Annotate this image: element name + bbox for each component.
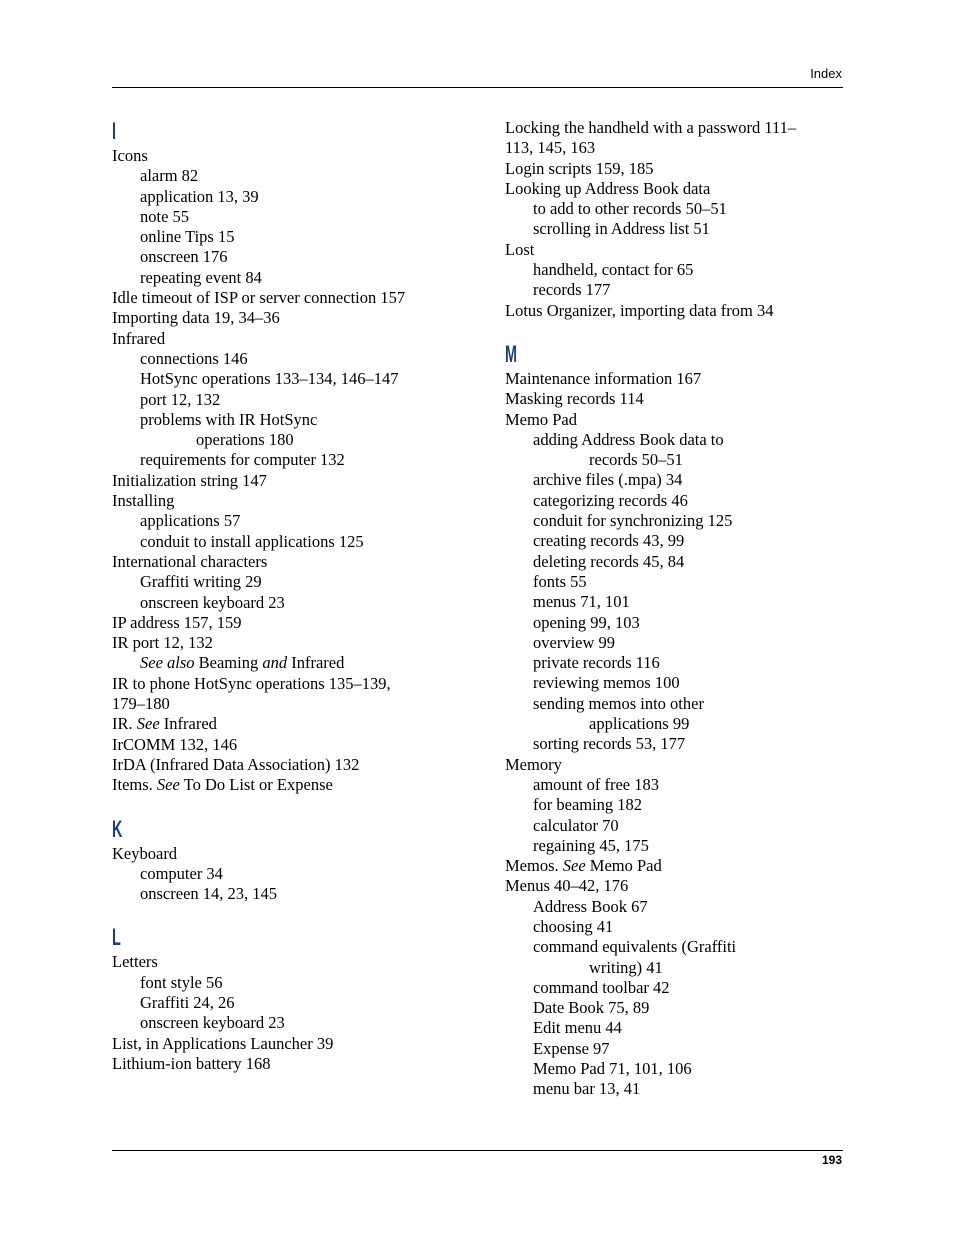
entry-text: Initialization string 147: [112, 470, 267, 490]
section-letter-heading: K: [112, 815, 123, 843]
index-subentry: [505, 552, 850, 572]
entry-text: Installing: [112, 491, 175, 511]
index-entry: [112, 755, 457, 775]
index-entry: [112, 952, 457, 972]
entry-text: archive files (.mpa) 34: [533, 470, 683, 490]
entry-text: Lithium-ion battery 168: [112, 1053, 271, 1073]
entry-text: adding Address Book data to: [533, 429, 724, 449]
index-entry: [112, 633, 457, 653]
index-subentry: [112, 166, 457, 186]
entry-text: sending memos into other: [533, 693, 704, 713]
index-entry: [112, 735, 457, 755]
index-subentry: [112, 430, 457, 450]
index-subentry: [505, 958, 850, 978]
index-subentry: [112, 973, 457, 993]
entry-text: HotSync operations 133–134, 146–147: [140, 369, 399, 389]
index-subentry: [505, 998, 850, 1018]
entry-text: onscreen keyboard 23: [140, 592, 285, 612]
entry-text: amount of free 183: [533, 774, 659, 794]
index-column-left: [112, 118, 457, 1094]
entry-text: records 50–51: [589, 450, 683, 470]
index-subentry: [112, 410, 457, 430]
entry-text: IR port 12, 132: [112, 633, 213, 653]
index-subentry: [505, 491, 850, 511]
entry-text: writing) 41: [589, 957, 663, 977]
header-rule: [112, 87, 843, 88]
index-entry: [112, 844, 457, 864]
entry-text: Address Book 67: [533, 896, 648, 916]
entry-text: 179–180: [112, 694, 170, 714]
index-subentry: [112, 369, 457, 389]
index-entry: [505, 138, 850, 158]
index-subentry: [112, 390, 457, 410]
entry-text: Infrared: [159, 714, 217, 734]
entry-text: fonts 55: [533, 571, 587, 591]
entry-text: Date Book 75, 89: [533, 998, 650, 1018]
index-subentry: [112, 511, 457, 531]
entry-text: Menus 40–42, 176: [505, 876, 629, 896]
entry-text: online Tips 15: [140, 227, 235, 247]
entry-text: IrCOMM 132, 146: [112, 734, 238, 754]
index-subentry: [505, 816, 850, 836]
entry-text: Memo Pad 71, 101, 106: [533, 1059, 692, 1079]
cross-reference-term: See: [136, 714, 160, 734]
index-subentry: [505, 531, 850, 551]
index-subentry: [112, 187, 457, 207]
entry-text: IR to phone HotSync operations 135–139,: [112, 673, 391, 693]
cross-reference-term: See: [562, 856, 586, 876]
entry-text: categorizing records 46: [533, 490, 688, 510]
entry-text: conduit to install applications 125: [140, 531, 364, 551]
entry-text: Memo Pad: [505, 409, 577, 429]
index-subentry: [505, 734, 850, 754]
index-entry: [112, 308, 457, 328]
index-subentry: [112, 227, 457, 247]
index-subentry: [505, 714, 850, 734]
index-subentry: [505, 430, 850, 450]
index-subentry: [112, 268, 457, 288]
entry-text: Edit menu 44: [533, 1018, 622, 1038]
entry-text: problems with IR HotSync: [140, 409, 318, 429]
index-entry: [505, 301, 850, 321]
entry-text: Icons: [112, 146, 148, 165]
entry-text: regaining 45, 175: [533, 835, 649, 855]
index-entry: [112, 694, 457, 714]
entry-text: Lotus Organizer, importing data from 34: [505, 300, 774, 320]
page-number: 193: [821, 1153, 842, 1167]
cross-reference-term: See: [156, 775, 180, 795]
entry-text: command equivalents (Graffiti: [533, 937, 737, 957]
entry-text: Beaming: [194, 653, 263, 673]
entry-text: Idle timeout of ISP or server connection 157: [112, 288, 406, 308]
index-entry: [505, 755, 850, 775]
entry-text: reviewing memos 100: [533, 673, 680, 693]
index-section: [112, 816, 457, 905]
index-section: [112, 924, 457, 1074]
index-entry: [112, 288, 457, 308]
index-subentry: [505, 1059, 850, 1079]
index-subentry: [112, 864, 457, 884]
entry-text: 113, 145, 163: [505, 138, 596, 158]
index-subentry: [505, 633, 850, 653]
index-entry: [112, 674, 457, 694]
cross-reference-term: and: [262, 653, 288, 673]
entry-text: scrolling in Address list 51: [533, 219, 710, 239]
index-section: [112, 118, 457, 796]
entry-text: Masking records 114: [505, 389, 644, 409]
index-subentry: [505, 1018, 850, 1038]
entry-text: Memory: [505, 754, 562, 774]
entry-text: Keyboard: [112, 843, 178, 863]
entry-text: onscreen 176: [140, 247, 228, 267]
entry-text: Lost: [505, 239, 535, 259]
entry-text: overview 99: [533, 632, 616, 652]
entry-text: to add to other records 50–51: [533, 199, 727, 219]
entry-text: alarm 82: [140, 166, 199, 186]
index-entry: [505, 389, 850, 409]
index-subentry: [112, 247, 457, 267]
entry-text: To Do List or Expense: [179, 775, 333, 795]
index-entry: [112, 714, 457, 734]
entry-text: conduit for synchronizing 125: [533, 511, 733, 531]
index-subentry: [505, 775, 850, 795]
index-section: [505, 341, 850, 1100]
index-subentry: [505, 511, 850, 531]
entry-text: records 177: [533, 280, 611, 300]
entry-text: connections 146: [140, 348, 248, 368]
entry-text: Looking up Address Book data: [505, 178, 711, 198]
index-subentry: [112, 993, 457, 1013]
entry-text: handheld, contact for 65: [533, 260, 694, 280]
entry-text: menus 71, 101: [533, 592, 630, 612]
index-subentry: [505, 917, 850, 937]
index-entry: [112, 1034, 457, 1054]
entry-text: Maintenance information 167: [505, 368, 702, 388]
cross-reference-term: See also: [140, 653, 195, 673]
index-entry: [505, 876, 850, 896]
entry-text: Items.: [112, 775, 157, 795]
index-subentry: [112, 207, 457, 227]
entry-text: port 12, 132: [140, 389, 221, 409]
index-subentry: [112, 532, 457, 552]
entry-text: Locking the handheld with a password 111–: [505, 118, 797, 137]
entry-text: repeating event 84: [140, 267, 262, 287]
index-subentry: [505, 1039, 850, 1059]
section-letter-heading: L: [112, 924, 121, 952]
index-subentry: [505, 694, 850, 714]
index-section: [505, 118, 850, 321]
index-entry: [112, 146, 457, 166]
index-subentry: [505, 897, 850, 917]
entry-text: command toolbar 42: [533, 977, 670, 997]
index-subentry: [505, 978, 850, 998]
entry-text: choosing 41: [533, 916, 614, 936]
index-subentry: [505, 280, 850, 300]
entry-text: Graffiti writing 29: [140, 572, 262, 592]
index-subentry: [505, 836, 850, 856]
index-entry: [505, 118, 850, 138]
index-entry: [505, 410, 850, 430]
entry-text: onscreen 14, 23, 145: [140, 884, 278, 904]
entry-text: Login scripts 159, 185: [505, 158, 654, 178]
index-subentry: [112, 653, 457, 673]
entry-text: calculator 70: [533, 815, 619, 835]
entry-text: Memo Pad: [585, 856, 662, 876]
section-letter-heading: I: [112, 118, 117, 145]
entry-text: for beaming 182: [533, 795, 643, 815]
index-column-right: [505, 118, 850, 1120]
index-subentry: [505, 673, 850, 693]
index-entry: [112, 1054, 457, 1074]
index-entry: [112, 491, 457, 511]
index-subentry: [505, 613, 850, 633]
entry-text: IP address 157, 159: [112, 612, 242, 632]
index-subentry: [505, 450, 850, 470]
index-entry: [505, 159, 850, 179]
entry-text: Infrared: [112, 328, 166, 348]
index-entry: [112, 471, 457, 491]
index-subentry: [112, 1013, 457, 1033]
entry-text: font style 56: [140, 972, 223, 992]
entry-text: applications 57: [140, 511, 241, 531]
entry-text: List, in Applications Launcher 39: [112, 1033, 334, 1053]
entry-text: deleting records 45, 84: [533, 551, 685, 571]
entry-text: sorting records 53, 177: [533, 734, 686, 754]
index-subentry: [112, 450, 457, 470]
entry-text: IrDA (Infrared Data Association) 132: [112, 754, 360, 774]
entry-text: Importing data 19, 34–36: [112, 308, 280, 328]
index-subentry: [505, 572, 850, 592]
entry-text: Memos.: [505, 856, 563, 876]
index-subentry: [505, 795, 850, 815]
entry-text: Infrared: [287, 653, 345, 673]
index-subentry: [505, 653, 850, 673]
index-entry: [112, 329, 457, 349]
entry-text: onscreen keyboard 23: [140, 1013, 285, 1033]
entry-text: Expense 97: [533, 1038, 610, 1058]
index-subentry: [505, 219, 850, 239]
index-subentry: [505, 1079, 850, 1099]
index-subentry: [112, 884, 457, 904]
entry-text: opening 99, 103: [533, 612, 640, 632]
entry-text: creating records 43, 99: [533, 531, 685, 551]
entry-text: requirements for computer 132: [140, 450, 345, 470]
entry-text: International characters: [112, 551, 268, 571]
index-entry: [505, 856, 850, 876]
index-subentry: [505, 937, 850, 957]
index-entry: [112, 613, 457, 633]
entry-text: Letters: [112, 952, 158, 972]
index-subentry: [112, 349, 457, 369]
index-subentry: [505, 592, 850, 612]
entry-text: application 13, 39: [140, 186, 259, 206]
index-subentry: [505, 199, 850, 219]
index-subentry: [505, 470, 850, 490]
index-subentry: [112, 572, 457, 592]
entry-text: operations 180: [196, 430, 294, 450]
entry-text: IR.: [112, 714, 137, 734]
index-subentry: [505, 260, 850, 280]
index-entry: [505, 240, 850, 260]
index-subentry: [112, 593, 457, 613]
entry-text: private records 116: [533, 653, 660, 673]
index-entry: [112, 552, 457, 572]
entry-text: note 55: [140, 206, 190, 226]
index-entry: [505, 179, 850, 199]
footer-rule: [112, 1150, 843, 1151]
section-letter-heading: M: [505, 340, 517, 368]
entry-text: applications 99: [589, 714, 690, 734]
running-header: Index: [810, 66, 842, 81]
entry-text: Graffiti 24, 26: [140, 992, 235, 1012]
index-entry: [112, 775, 457, 795]
entry-text: menu bar 13, 41: [533, 1079, 641, 1099]
index-entry: [505, 369, 850, 389]
entry-text: computer 34: [140, 863, 223, 883]
